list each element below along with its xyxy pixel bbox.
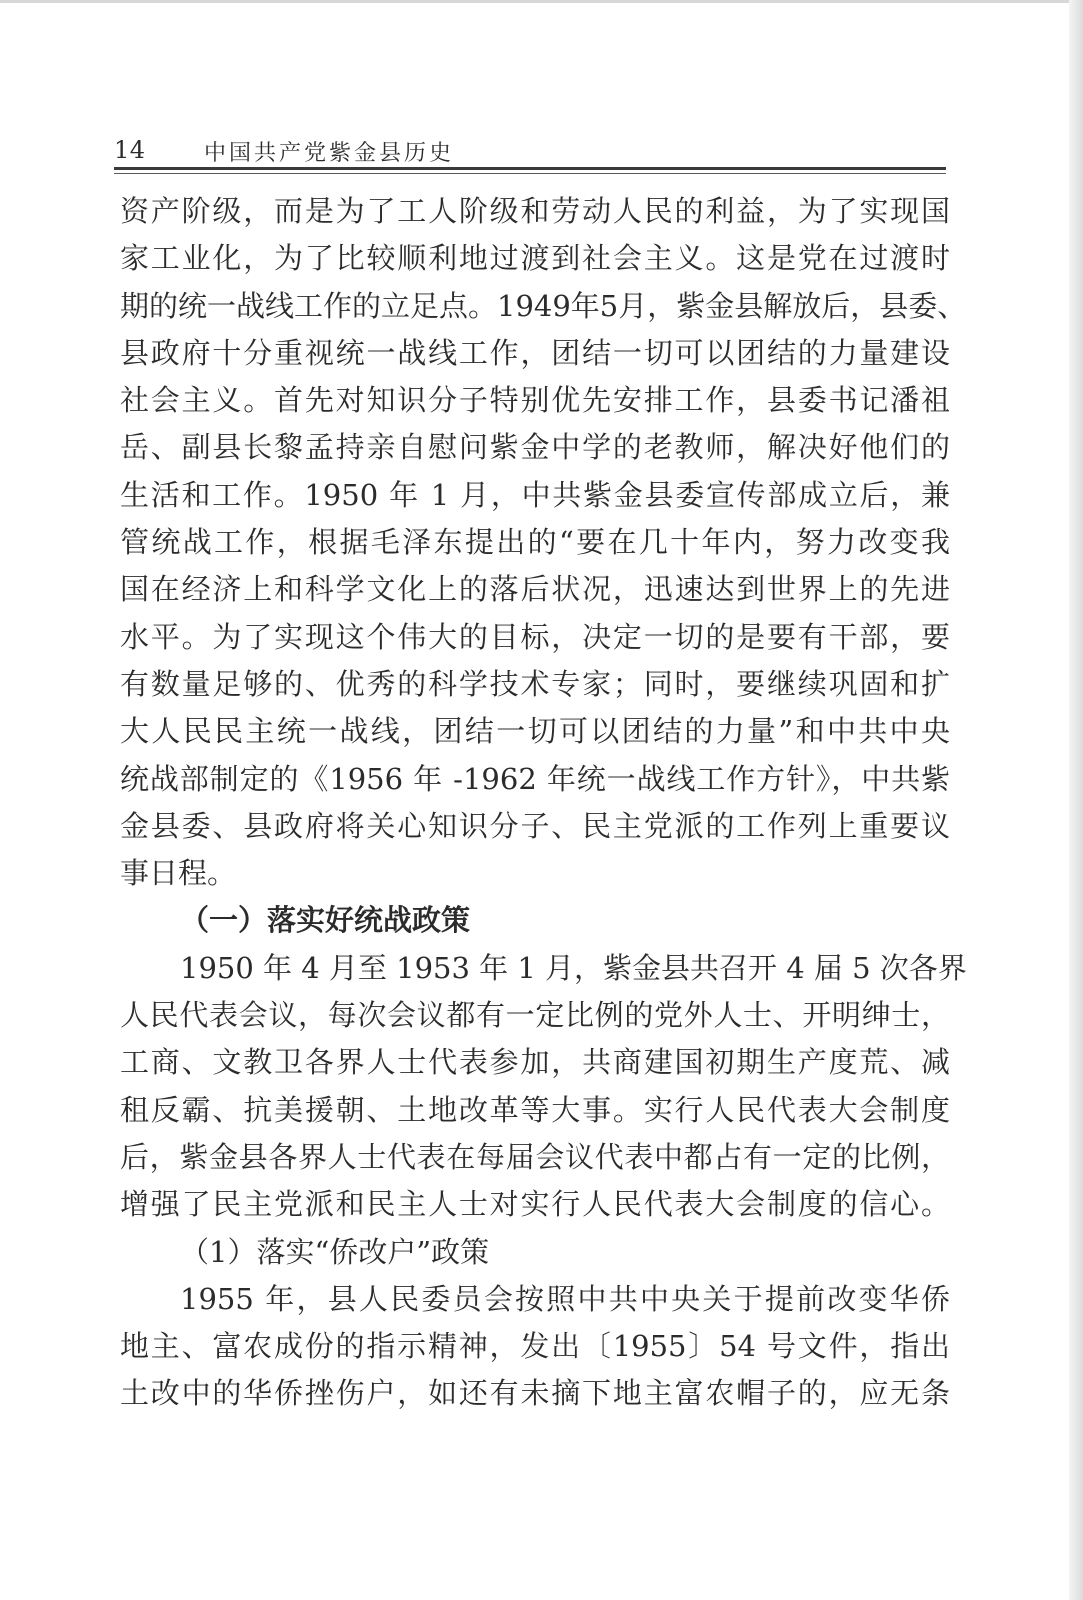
text-line: 金县委、县政府将关心知识分子、民主党派的工作列上重要议	[120, 808, 950, 843]
text-line: 有数量足够的、优秀的科学技术专家；同时，要继续巩固和扩	[120, 666, 950, 701]
running-title: 中国共产党紫金县历史	[204, 141, 455, 166]
text-line: 大人民民主统一战线，团结一切可以团结的力量”和中共中央	[120, 714, 950, 749]
text-line: 地主、富农成份的指示精神，发出〔1955〕54 号文件，指出	[120, 1329, 950, 1364]
text-line: 统战部制定的《1956 年 -1962 年统一战线工作方针》，中共紫	[120, 761, 950, 796]
section-heading: （一）落实好统战政策	[180, 903, 471, 938]
text-line: 水平。为了实现这个伟大的目标，决定一切的是要有干部，要	[120, 619, 950, 654]
sub-heading: （1）落实“侨改户”政策	[180, 1234, 490, 1269]
text-line: 管统战工作，根据毛泽东提出的“要在几十年内，努力改变我	[120, 525, 950, 560]
body-text	[120, 188, 967, 1418]
text-line: 工商、文教卫各界人士代表参加，共商建国初期生产度荒、减	[120, 1045, 950, 1080]
scan-edge	[0, 0, 1083, 3]
text-line: 县政府十分重视统一战线工作，团结一切可以团结的力量建设	[120, 335, 950, 370]
text-line: 社会主义。首先对知识分子特别优先安排工作，县委书记潘祖	[120, 383, 950, 418]
text-line: 1955 年，县人民委员会按照中共中央关于提前改变华侨	[180, 1281, 950, 1316]
text-line: 事日程。	[120, 856, 237, 891]
text-line: 岳、副县长黎孟持亲自慰问紫金中学的老教师，解决好他们的	[120, 430, 950, 465]
text-line: 增强了民主党派和民主人士对实行人民代表大会制度的信心。	[120, 1187, 950, 1222]
text-line: 家工业化，为了比较顺利地过渡到社会主义。这是党在过渡时	[120, 241, 950, 276]
paragraph	[120, 945, 967, 1229]
text-line: 人民代表会议，每次会议都有一定比例的党外人士、开明绅士，	[120, 998, 950, 1033]
header-rule-thin	[114, 173, 946, 174]
text-line: 后，紫金县各界人士代表在每届会议代表中都占有一定的比例，	[120, 1139, 950, 1174]
text-line: 期的统一战线工作的立足点。1949年5月，紫金县解放后，县委、	[120, 288, 967, 323]
page-number: 14	[114, 136, 146, 164]
text-line: 生活和工作。1950 年 1 月，中共紫金县委宣传部成立后，兼	[120, 477, 950, 512]
text-line: 国在经济上和科学文化上的落后状况，迅速达到世界上的先进	[120, 572, 950, 607]
text-line: 土改中的华侨挫伤户，如还有未摘下地主富农帽子的，应无条	[120, 1376, 950, 1411]
paragraph	[120, 188, 967, 897]
text-line: 1950 年 4 月至 1953 年 1 月，紫金县共召开 4 届 5 次各界	[180, 950, 967, 985]
page-binding-edge	[1069, 0, 1083, 1600]
text-line: 租反霸、抗美援朝、土地改革等大事。实行人民代表大会制度	[120, 1092, 950, 1127]
text-line: 资产阶级，而是为了工人阶级和劳动人民的利益，为了实现国	[120, 194, 950, 228]
paragraph	[120, 1276, 950, 1418]
header-rule-thick	[114, 167, 946, 170]
running-header	[114, 132, 946, 168]
